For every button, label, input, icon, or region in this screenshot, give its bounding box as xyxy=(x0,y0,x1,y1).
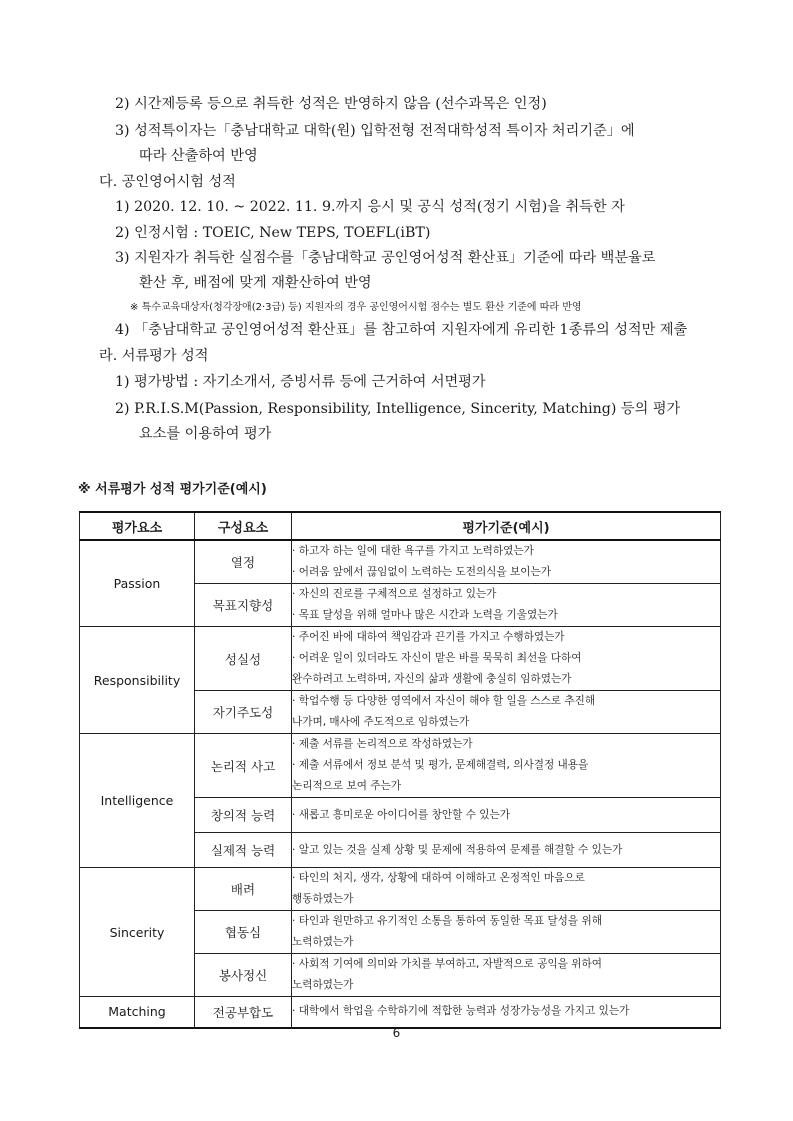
element-matching: Matching xyxy=(80,997,195,1028)
criteria-line: · 알고 있는 것을 실제 상황 및 문제에 적용하여 문제를 해결할 수 있는가 xyxy=(292,843,623,856)
criteria-line: · 어려운 일이 있더라도 자신이 맡은 바를 묵묵히 최선을 다하여 xyxy=(292,652,582,664)
component-cooperation: 협동심 xyxy=(195,911,292,954)
criteria-line: · 주어진 바에 대하여 책임감과 끈기를 가지고 수행하였는가 xyxy=(292,631,565,643)
item-3-score-conversion: 3) 지원자가 취득한 실점수를「충남대학교 공인영어성적 환산표」기준에 따라 백분율로 xyxy=(115,250,656,266)
item-3-grade-exception: 3) 성적특이자는「충남대학교 대학(원) 입학전형 전적대학성적 특이자 처리기준」에 xyxy=(115,123,635,139)
table-row xyxy=(80,540,721,584)
section-heading-document-eval: 라. 서류평가 성적 xyxy=(99,348,209,364)
criteria-line: · 어려움 앞에서 끊임없이 노력하는 도전의식을 보이는가 xyxy=(292,566,551,578)
criteria-line: · 하고자 하는 일에 대한 욕구를 가지고 노력하였는가 xyxy=(292,545,534,557)
section-heading-english-test: 다. 공인영어시험 성적 xyxy=(99,174,236,190)
component-self-direction: 자기주도성 xyxy=(195,691,292,734)
criteria-line: 논리적으로 보여 주는가 xyxy=(292,780,402,792)
criteria-line: · 학업수행 등 다양한 영역에서 자신이 해야 할 일을 스스로 추진해 xyxy=(292,695,596,707)
criteria-line: 노력하였는가 xyxy=(292,979,354,991)
criteria-cell xyxy=(292,798,721,833)
criteria-cell xyxy=(292,911,721,954)
criteria-cell xyxy=(292,627,721,691)
component-logical-thinking: 논리적 사고 xyxy=(195,734,292,798)
table-header-row xyxy=(80,512,721,540)
element-intelligence: Intelligence xyxy=(80,734,195,868)
criteria-cell xyxy=(292,997,721,1028)
item-2-continuation: 요소를 이용하여 평가 xyxy=(139,426,272,442)
special-education-note: ※ 특수교육대상자(청각장애(2·3급) 등) 지원자의 경우 공인영어시험 점수는 별도 환산 기준에 따라 반영 xyxy=(130,302,582,313)
criteria-cell xyxy=(292,691,721,734)
criteria-line: 나가며, 매사에 주도적으로 임하였는가 xyxy=(292,716,470,728)
evaluation-criteria-table xyxy=(79,511,721,1029)
item-3-continuation: 따라 산출하여 반영 xyxy=(139,148,258,164)
component-sincerity-diligence: 성실성 xyxy=(195,627,292,691)
item-2-prism: 2) P.R.I.S.M(Passion, Responsibility, Intelligence, Sincerity, Matching) 등의 평가 xyxy=(115,401,681,417)
criteria-line: · 제출 서류를 논리적으로 작성하였는가 xyxy=(292,738,473,750)
criteria-line: · 목표 달성을 위해 얼마나 많은 시간과 노력을 기울였는가 xyxy=(292,609,558,621)
component-consideration: 배려 xyxy=(195,868,292,911)
item-1-test-period: 1) 2020. 12. 10. ~ 2022. 11. 9.까지 응시 및 공식 성적(정기 시험)을 취득한 자 xyxy=(115,199,625,215)
item-1-eval-method: 1) 평가방법 : 자기소개서, 증빙서류 등에 근거하여 서면평가 xyxy=(115,374,486,390)
element-sincerity: Sincerity xyxy=(80,868,195,997)
criteria-line: · 새롭고 흥미로운 아이디어를 창안할 수 있는가 xyxy=(292,808,511,821)
criteria-line: · 타인과 원만하고 유기적인 소통을 통하여 동일한 목표 달성을 위해 xyxy=(292,915,602,927)
criteria-line: · 타인의 처지, 생각, 상황에 대하여 이해하고 온정적인 마음으로 xyxy=(292,872,585,884)
component-service-spirit: 봉사정신 xyxy=(195,954,292,997)
component-practical-ability: 실제적 능력 xyxy=(195,833,292,868)
element-responsibility: Responsibility xyxy=(80,627,195,734)
criteria-line: · 제출 서류에서 정보 분석 및 평가, 문제해결력, 의사결정 내용을 xyxy=(292,759,589,771)
criteria-cell xyxy=(292,954,721,997)
table-row xyxy=(80,997,721,1028)
item-4-submit-one: 4) 「충남대학교 공인영어성적 환산표」를 참고하여 지원자에게 유리한 1종류의 성적만 제출 xyxy=(115,322,688,338)
criteria-cell xyxy=(292,833,721,868)
criteria-line: · 대학에서 학업을 수학하기에 적합한 능력과 성장가능성을 가지고 있는가 xyxy=(292,1005,630,1018)
item-2-timed-registration: 2) 시간제등록 등으로 취득한 성적은 반영하지 않음 (선수과목은 인정) xyxy=(115,96,547,112)
item-2-accepted-tests: 2) 인정시험 : TOEIC, New TEPS, TOEFL(iBT) xyxy=(115,225,431,241)
header-element: 평가요소 xyxy=(80,512,195,540)
criteria-line: · 자신의 진로를 구체적으로 설정하고 있는가 xyxy=(292,588,497,600)
table-title: ※ 서류평가 성적 평가기준(예시) xyxy=(78,482,267,497)
component-creative-ability: 창의적 능력 xyxy=(195,798,292,833)
element-passion: Passion xyxy=(80,540,195,627)
criteria-line: 행동하였는가 xyxy=(292,893,354,905)
criteria-line: · 사회적 기여에 의미와 가치를 부여하고, 자발적으로 공익을 위하여 xyxy=(292,958,602,970)
component-goal-orientation: 목표지향성 xyxy=(195,584,292,627)
header-criteria: 평가기준(예시) xyxy=(292,512,721,540)
criteria-cell xyxy=(292,734,721,798)
criteria-cell xyxy=(292,540,721,584)
page-number: 6 xyxy=(392,1026,401,1040)
criteria-line: 노력하였는가 xyxy=(292,936,354,948)
table-row xyxy=(80,868,721,911)
table-row xyxy=(80,627,721,691)
table-row xyxy=(80,734,721,798)
header-component: 구성요소 xyxy=(195,512,292,540)
criteria-cell xyxy=(292,868,721,911)
criteria-cell xyxy=(292,584,721,627)
item-3-continuation-2: 환산 후, 배점에 맞게 재환산하여 반영 xyxy=(139,275,372,291)
component-major-fit: 전공부합도 xyxy=(195,997,292,1028)
criteria-line: 완수하려고 노력하며, 자신의 삶과 생활에 충실히 임하였는가 xyxy=(292,673,572,685)
component-passion: 열정 xyxy=(195,540,292,584)
